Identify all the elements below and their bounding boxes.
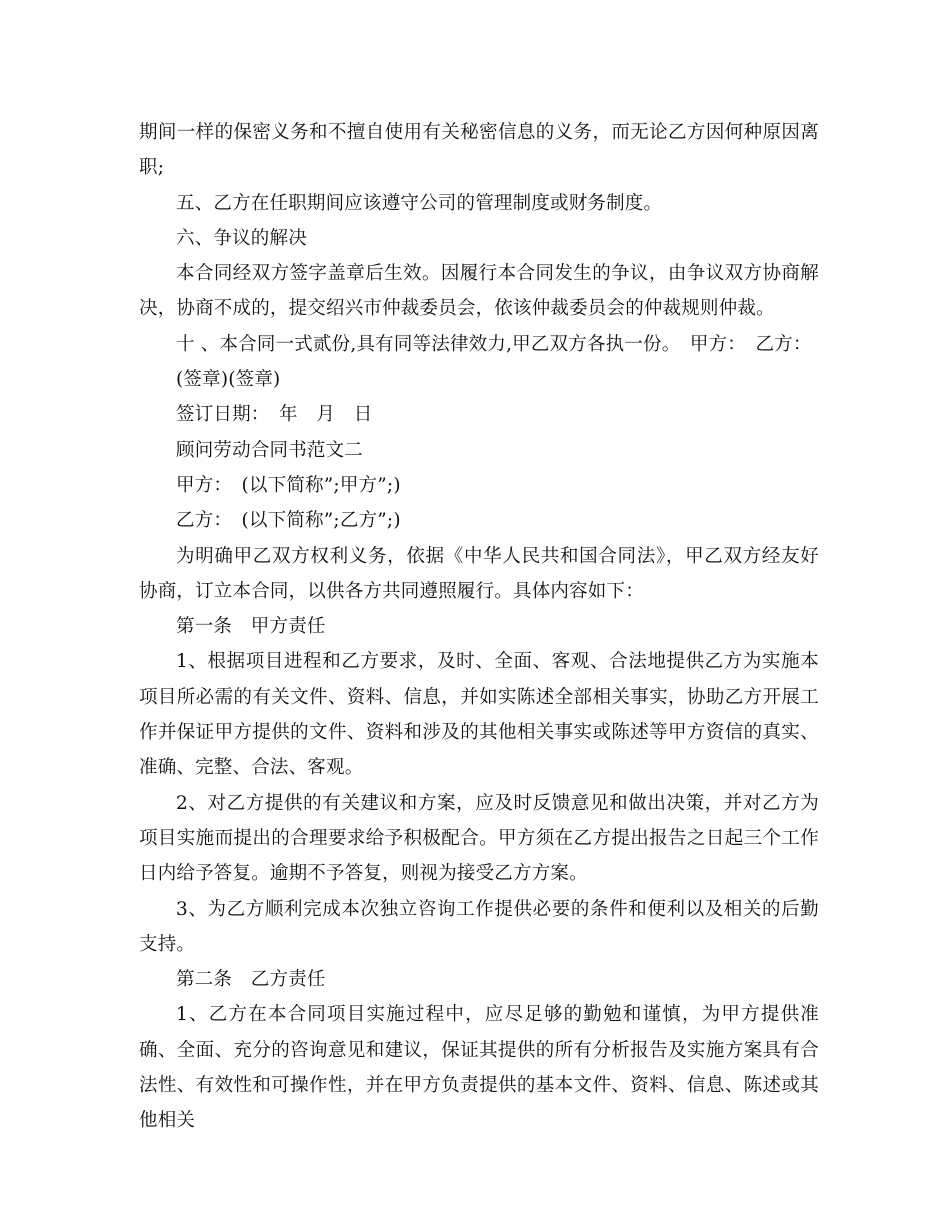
section-heading-dispute: 六、争议的解决 [176,227,307,249]
signature-seal-line: (签章)(签章) [176,369,281,391]
paragraph-confidentiality-continued: 期间一样的保密义务和不擅自使用有关秘密信息的义务，而无论乙方因何种原因离职; [139,122,819,179]
document-body [139,115,819,1139]
paragraph-article-one-item-3: 3、为乙方顺利完成本次独立咨询工作提供必要的条件和便利以及相关的后勤支持。 [139,898,819,955]
section-heading-article-one: 第一条 甲方责任 [176,616,326,638]
party-b-line: 乙方： (以下简称”;乙方”;) [176,510,401,532]
paragraph-article-one-item-1: 1、根据项目进程和乙方要求，及时、全面、客观、合法地提供乙方为实施本项目所必需的有关文件、资料、信息，并如实陈述全部相关事实，协助乙方开展工作并保证甲方提供的文件、资料和涉及的其他相关事实或陈述等甲方资信的真实、准确、完整、合法、客观。 [139,651,819,779]
paragraph-dispute-resolution: 本合同经双方签字盖章后生效。因履行本合同发生的争议，由争议双方协商解决，协商不成的，提交绍兴市仲裁委员会，依该仲裁委员会的仲裁规则仲裁。 [139,263,819,320]
paragraph-clause-five: 五、乙方在任职期间应该遵守公司的管理制度或财务制度。 [176,192,663,214]
signing-date-line: 签订日期： 年 月 日 [176,404,373,426]
document-subtitle: 顾问劳动合同书范文二 [176,439,364,461]
paragraph-article-two-item-1: 1、乙方在本合同项目实施过程中，应尽足够的勤勉和谨慎，为甲方提供准确、全面、充分的咨询意见和建议，保证其提供的所有分析报告及实施方案具有合法性、有效性和可操作性，并在甲方负责提供的基本文件、资料、信息、陈述或其他相关 [139,1004,819,1132]
section-heading-article-two: 第二条 乙方责任 [176,969,326,991]
paragraph-copies: 十 、本合同一式贰份,具有同等法律效力,甲乙双方各执一份。 甲方： 乙方： [176,333,812,355]
paragraph-article-one-item-2: 2、对乙方提供的有关建议和方案，应及时反馈意见和做出决策，并对乙方为项目实施而提出的合理要求给予积极配合。甲方须在乙方提出报告之日起三个工作日内给予答复。逾期不予答复，则视为接受乙方方案。 [139,792,819,885]
party-a-line: 甲方： (以下简称”;甲方”;) [176,474,401,496]
paragraph-purpose: 为明确甲乙双方权利义务，依据《中华人民共和国合同法》，甲乙双方经友好协商，订立本合同，以供各方共同遵照履行。具体内容如下： [139,545,819,602]
